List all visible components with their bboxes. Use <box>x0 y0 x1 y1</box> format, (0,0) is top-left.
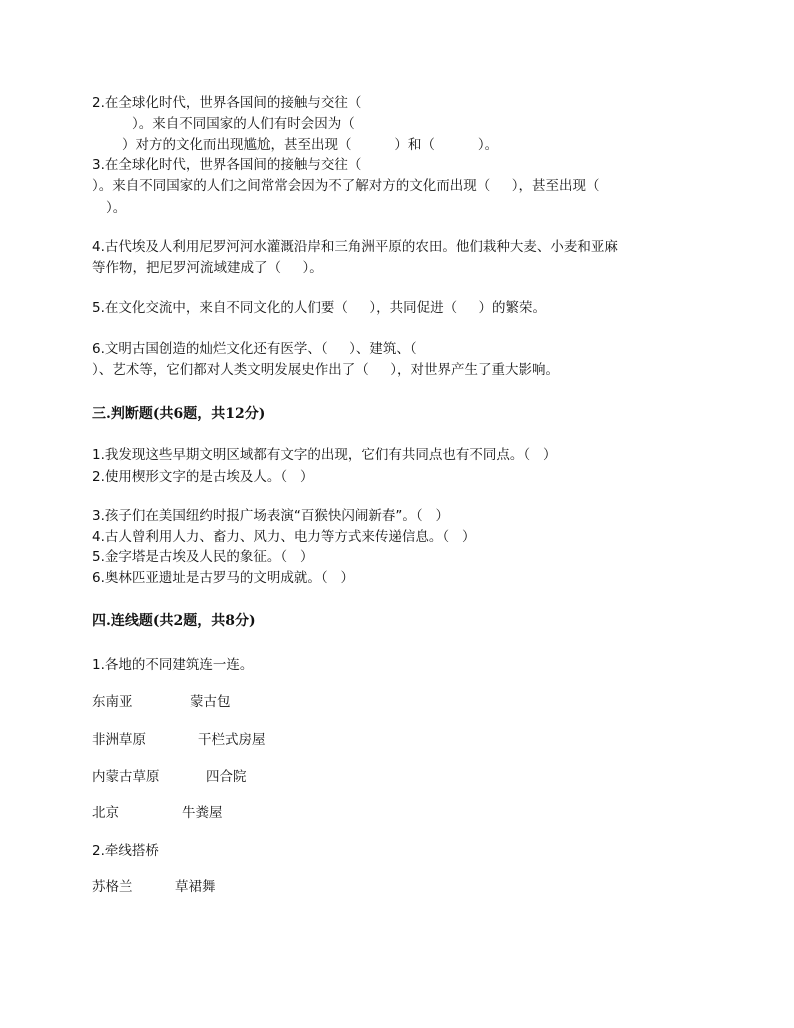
match-left-3: 内蒙古草原 <box>92 769 160 785</box>
match-right-4: 牛粪屋 <box>182 805 223 821</box>
question-3-line-3: ）。 <box>106 200 127 216</box>
question-3-line-2: ）。来自不同国家的人们之间常常会因为不了解对方的文化而出现（ ），甚至出现（ <box>92 178 600 194</box>
judge-item-2: 2.使用楔形文字的是古埃及人。（ ） <box>92 469 314 485</box>
judge-item-3: 3.孩子们在美国纽约时报广场表演“百猴快闪闹新春”。（ ） <box>92 508 449 524</box>
judge-section-heading: 三.判断题(共6题，共12分) <box>92 406 266 422</box>
question-2-line-1: 2.在全球化时代，世界各国间的接触与交往（ <box>92 95 362 111</box>
judge-item-4: 4.古人曾利用人力、畜力、风力、电力等方式来传递信息。（ ） <box>92 529 476 545</box>
question-2-line-3: ）对方的文化而出现尴尬，甚至出现（ ）和（ ）。 <box>122 137 499 153</box>
match-section-heading: 四.连线题(共2题，共8分) <box>92 613 256 629</box>
judge-item-1: 1.我发现这些早期文明区域都有文字的出现，它们有共同点也有不同点。（ ） <box>92 447 557 463</box>
match2-left-1: 苏格兰 <box>92 879 133 895</box>
match-right-3: 四合院 <box>206 769 247 785</box>
match-question-2-title: 2.牵线搭桥 <box>92 843 159 859</box>
match-left-4: 北京 <box>92 805 119 821</box>
match-question-1-title: 1.各地的不同建筑连一连。 <box>92 657 254 673</box>
question-3-line-1: 3.在全球化时代，世界各国间的接触与交往（ <box>92 157 362 173</box>
question-2-line-2: ）。来自不同国家的人们有时会因为（ <box>132 116 355 132</box>
match-left-2: 非洲草原 <box>92 732 146 748</box>
question-6-line-2: ）、艺术等，它们都对人类文明发展史作出了（ ），对世界产生了重大影响。 <box>92 362 559 378</box>
judge-item-6: 6.奥林匹亚遗址是古罗马的文明成就。（ ） <box>92 570 355 586</box>
match-left-1: 东南亚 <box>92 694 133 710</box>
question-4-line-2: 等作物，把尼罗河流域建成了（ ）。 <box>92 260 323 276</box>
match2-right-1: 草裙舞 <box>175 879 216 895</box>
question-5-line-1: 5.在文化交流中，来自不同文化的人们要（ ），共同促进（ ）的繁荣。 <box>92 300 547 316</box>
match-right-1: 蒙古包 <box>190 694 231 710</box>
question-6-line-1: 6.文明古国创造的灿烂文化还有医学、（ ）、建筑、（ <box>92 341 417 357</box>
match-right-2: 干栏式房屋 <box>198 732 266 748</box>
judge-item-5: 5.金字塔是古埃及人民的象征。（ ） <box>92 549 314 565</box>
question-4-line-1: 4.古代埃及人利用尼罗河河水灌溉沿岸和三角洲平原的农田。他们栽种大麦、小麦和亚麻 <box>92 239 618 255</box>
